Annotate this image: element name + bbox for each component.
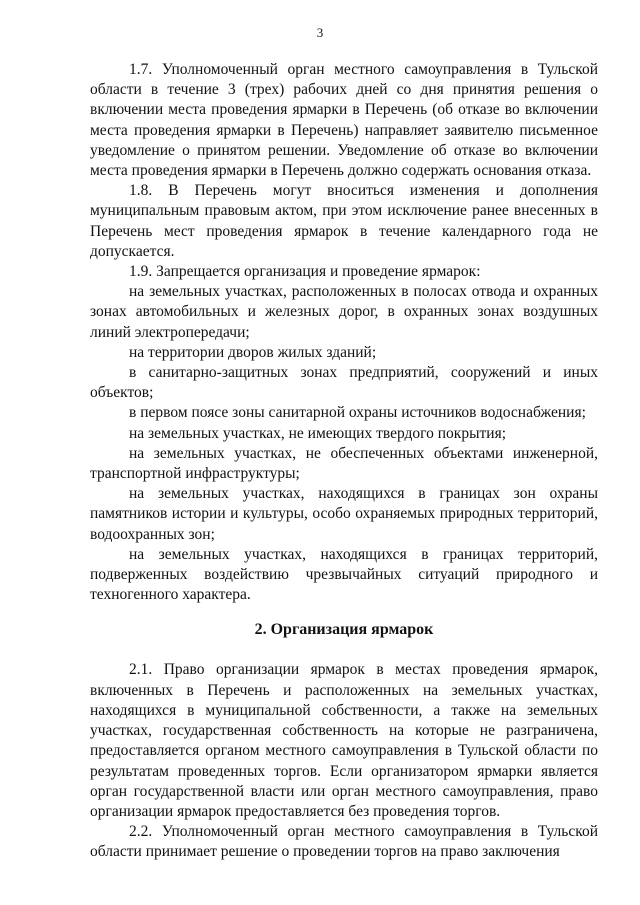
list-item: на земельных участках, расположенных в полосах отвода и охранных зонах автомобильных и железных дорог, в охранных зонах воздушных линий электропередачи; bbox=[90, 283, 598, 341]
paragraph-2-1: 2.1. Право организации ярмарок в местах проведения ярмарок, включенных в Перечень и расположенных на земельных участках, находящихся в муниципальной собственности, а также на земельных участках, государственная собственность на которые не разграничена, предоставляется органом местного самоуправления в Тульской области по результатам проведенных торгов. Если организатором ярмарки является орган государственной власти или орган местного самоуправления, право организации ярмарок предоставляется без проведения торгов. bbox=[90, 661, 598, 820]
list-item: в первом поясе зоны санитарной охраны источников водоснабжения; bbox=[129, 404, 586, 422]
paragraph-1-8: 1.8. В Перечень могут вноситься изменения и дополнения муниципальным правовым актом, при этом исключение ранее внесенных в Перечень мест проведения ярмарок в течение календарного года не допускается. bbox=[90, 182, 598, 260]
list-item: на земельных участках, находящихся в границах территорий, подверженных воздействию чрезвычайных ситуаций природного и техногенного характера. bbox=[90, 545, 598, 604]
list-item: на земельных участках, не имеющих твердого покрытия; bbox=[129, 424, 507, 442]
paragraph-1-7: 1.7. Уполномоченный орган местного самоуправления в Тульской области в течение 3 (трех) рабочих дней со дня принятия решения о включении места проведения ярмарки в Перечень (об отказе во включении места проведения ярмарки в Перечень) направляет заявителю письменное уведомление о принятом решении. Уведомление об отказе во включении места проведения ярмарки в Перечень должно содержать основания отказа. bbox=[90, 61, 598, 180]
paragraph-2-2: 2.2. Уполномоченный орган местного самоуправления в Тульской области принимает решение о проведении торгов на право заключения bbox=[90, 823, 598, 861]
list-item: в санитарно-защитных зонах предприятий, сооружений и иных объектов; bbox=[90, 364, 598, 402]
document-body bbox=[90, 60, 598, 863]
list-item: на территории дворов жилых зданий; bbox=[129, 343, 377, 361]
list-item: на земельных участках, не обеспеченных объектами инженерной, транспортной инфраструктуры; bbox=[90, 444, 598, 483]
section-heading: 2. Организация ярмарок bbox=[254, 621, 434, 639]
page-number: 3 bbox=[316, 25, 324, 40]
paragraph-1-9: 1.9. Запрещается организация и проведение ярмарок: bbox=[129, 263, 481, 281]
list-item: на земельных участках, находящихся в границах зон охраны памятников истории и культуры, особо охраняемых природных территорий, водоохранных зон; bbox=[90, 485, 598, 543]
